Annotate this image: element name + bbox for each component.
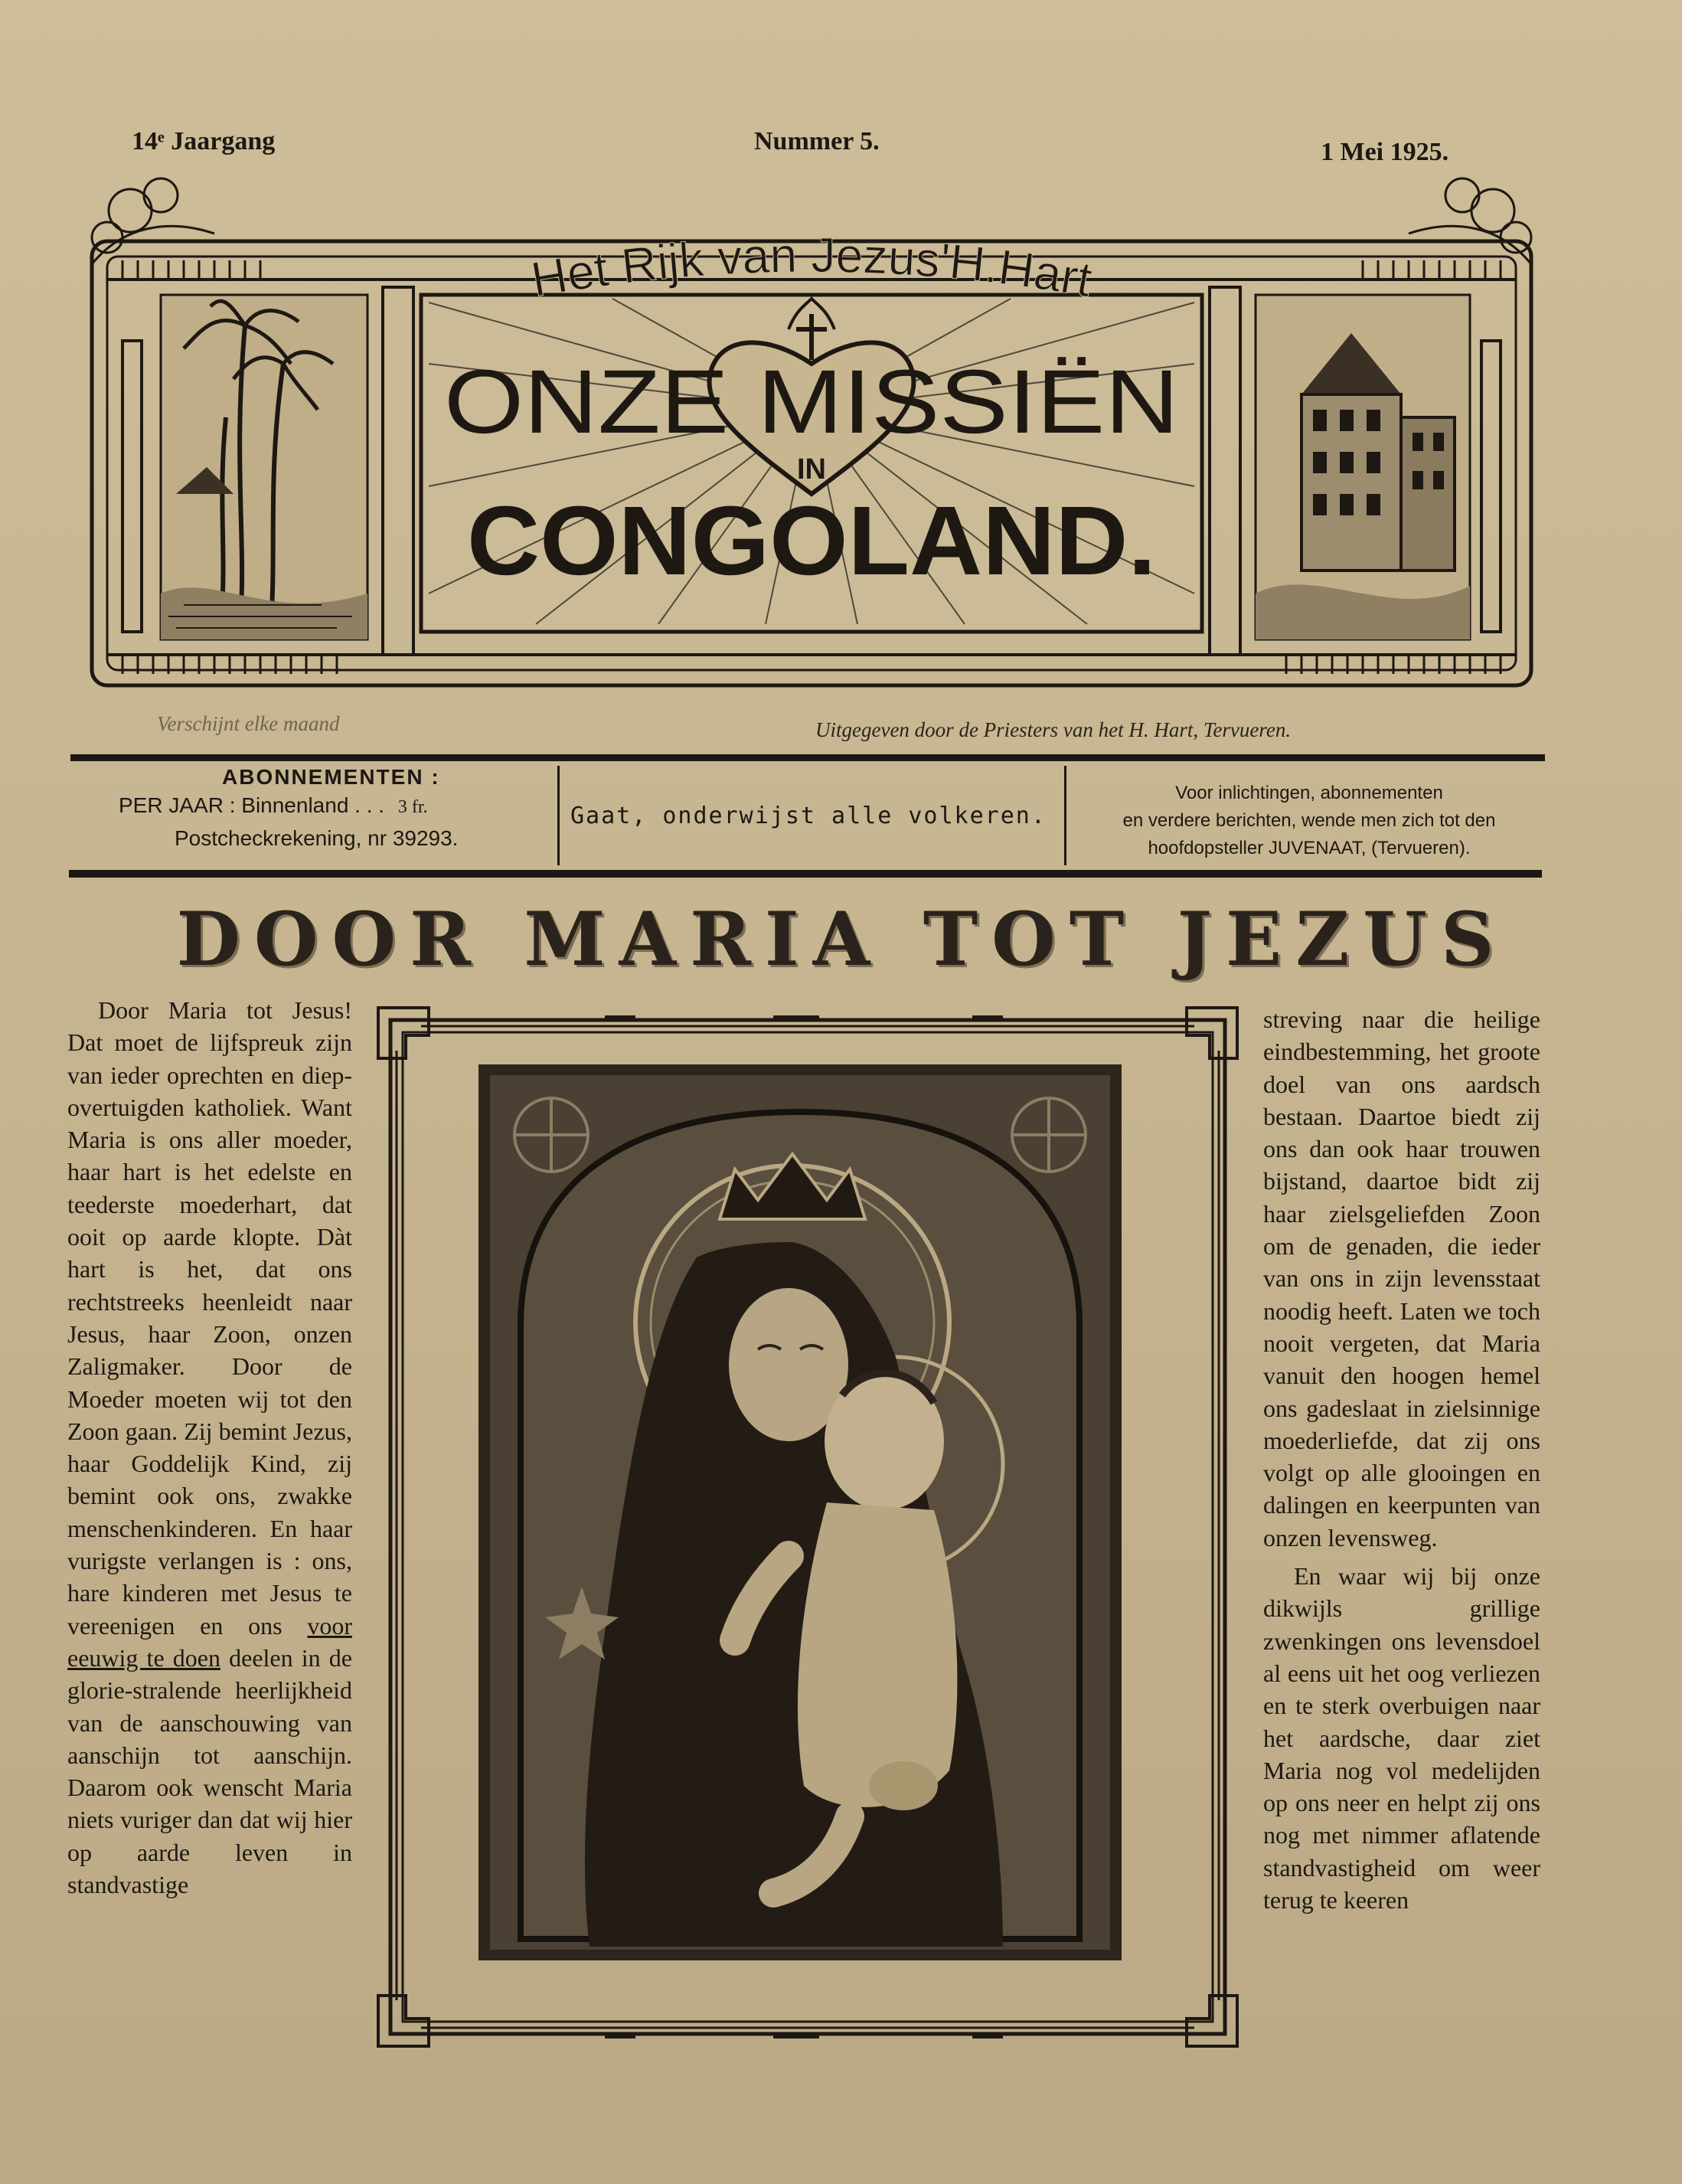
masthead-in: IN xyxy=(797,453,826,486)
contact-line: en verdere berichten, wende men zich tot den xyxy=(1122,810,1496,831)
article-left-column xyxy=(67,994,352,1901)
volume-label: 14ᵉ Jaargang xyxy=(132,127,276,155)
column-divider xyxy=(557,766,560,865)
subscription-heading: ABONNEMENTEN : xyxy=(222,765,440,789)
article-right-column xyxy=(1263,1003,1540,1916)
mission-building-illustration xyxy=(1256,295,1470,639)
palm-trees-illustration xyxy=(161,295,367,639)
masthead-subtitle: CONGOLAND. xyxy=(467,486,1156,596)
motto: Gaat, onderwijst alle volkeren. xyxy=(570,803,1047,829)
subscription-rate-label: PER JAAR : Binnenland . . . xyxy=(119,793,385,817)
issue-date: 1 Mei 1925. xyxy=(1321,138,1449,166)
subscription-price: 3 fr. xyxy=(397,797,428,817)
column-divider xyxy=(1064,766,1066,865)
article-title: DOOR MARIA TOT JEZUS xyxy=(176,896,1508,982)
header-rule xyxy=(69,870,1542,878)
article-paragraph: streving naar die heilige eindbestemming, het groote doel van ons aardsch bestaan. Daartoe biedt zij ons dan ook haar trouwen bijstand, daartoe bidt zij haar zielsgeliefden Zoon om de genaden, die ieder van ons in zijn levensstaat noodig heeft. Laten we toch nooit vergeten, dat Maria vanuit den hoogen hemel ons gadeslaat in zielsinnige moederliefde, dat zij ons volgt op alle glooingen en dalingen en keerpunten van onzen levensweg. xyxy=(1263,1005,1540,1551)
masthead xyxy=(77,165,1554,716)
article-text-underlined: voor eeuwig te doen xyxy=(67,1611,353,1672)
article-text: Door Maria tot Jesus! Dat moet de lijfspreuk zijn van ieder oprechten en diep-overtuigden katholiek. Want Maria is ons aller moeder, haar hart is het edelste en teederste moederhart, dat ooit op aarde klopte. Dàt hart is het, dat ons rechtstreeks heenleidt naar Jesus, haar Zoon, onzen Zaligmaker. Door de Moeder moeten wij tot den Zoon gaan. Zij bemint Jezus, haar Goddelijk Kind, zij bemint ook ons, zwakke menschenkinderen. En haar vurigste verlangen is : ons, hare kinderen met Jesus te vereenigen en ons xyxy=(67,996,352,1640)
contact-info xyxy=(1072,780,1546,862)
subscription-rate xyxy=(119,790,428,822)
contact-line: hoofdopsteller JUVENAAT, (Tervueren). xyxy=(1148,838,1471,858)
masthead-title: ONZE MISSIËN xyxy=(444,351,1179,453)
postcheck-account: Postcheckrekening, nr 39293. xyxy=(175,826,459,850)
madonna-picture-frame xyxy=(375,1005,1240,2049)
article-text: deelen in de glorie-stralende heerlijkheid van de aanschouwing van aanschijn tot aanschijn. Daarom ook wenscht Maria niets vuriger dan dat wij hier op aarde leven in standvastige xyxy=(67,1643,352,1899)
madonna-and-child-image xyxy=(478,1064,1122,1960)
header-rule xyxy=(70,754,1545,761)
contact-line: Voor inlichtingen, abonnementen xyxy=(1175,783,1443,803)
publisher-line: Uitgegeven door de Priesters van het H. Hart, Tervueren. xyxy=(815,718,1292,741)
article-paragraph: En waar wij bij onze dikwijls grillige zwenkingen ons levensdoel al eens uit het oog verliezen en te sterk overbuigen naar het aardsche, daar ziet Maria nog vol medelijden op ons neer en helpt zij ons nog met nimmer aflatende standvastigheid om weer terug te keeren xyxy=(1263,1562,1540,1914)
masthead-arch-title: Het Rijk van Jezus'H.Hart xyxy=(527,227,1096,308)
publication-frequency: Verschijnt elke maand xyxy=(157,712,340,735)
issue-number: Nummer 5. xyxy=(754,127,880,155)
